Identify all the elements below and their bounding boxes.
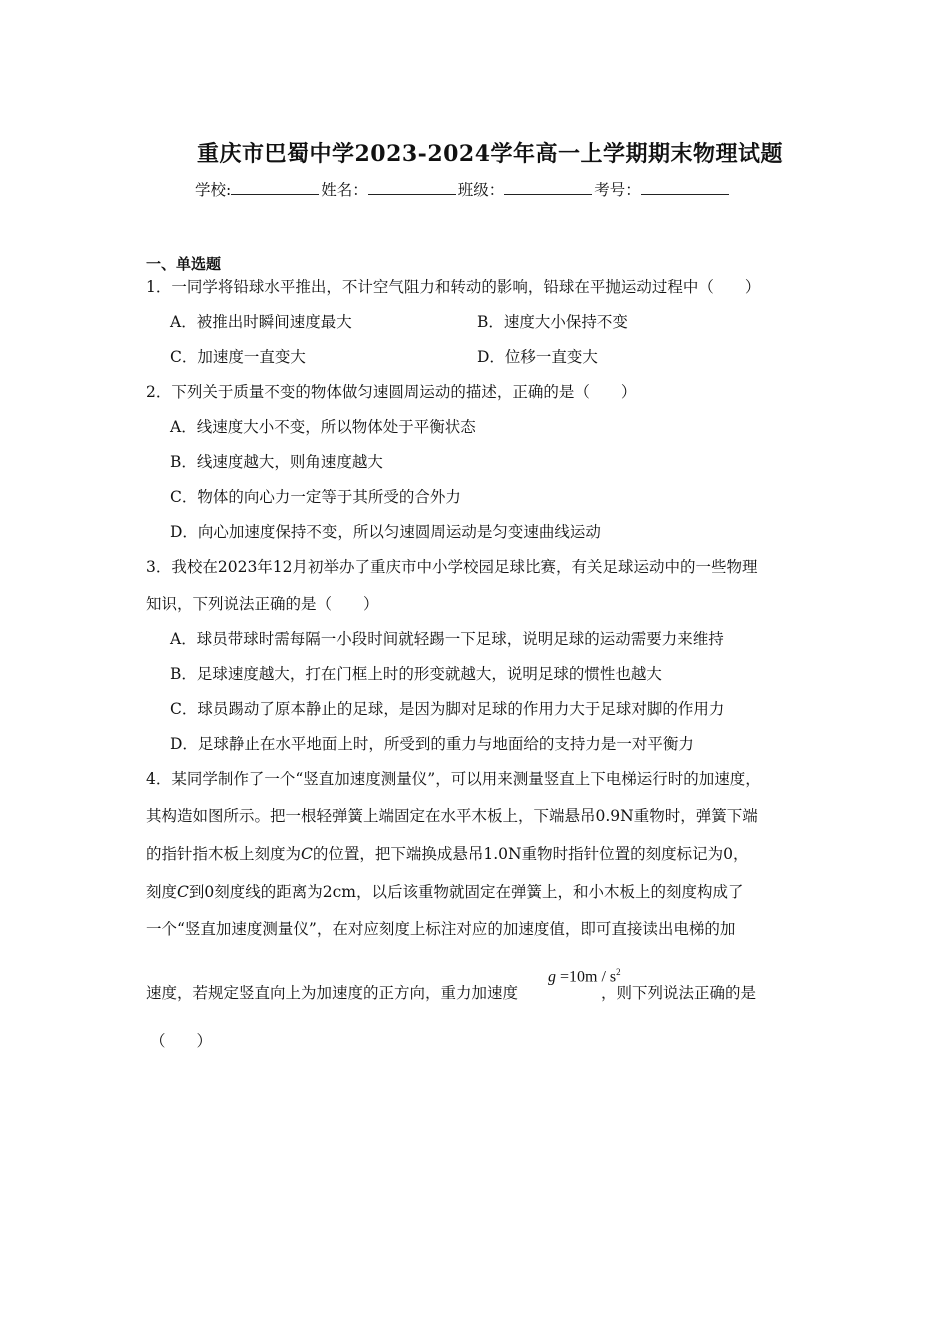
page-title: 重庆市巴蜀中学2023-2024学年高一上学期期末物理试题: [196, 141, 784, 167]
q2-option-a: A．线速度大小不变，所以物体处于平衡状态: [170, 418, 476, 436]
q4-line7: （ ）: [150, 1032, 213, 1050]
gravity-formula: [548, 967, 621, 986]
q3-option-b: B．足球速度越大，打在门框上时的形变就越大，说明足球的惯性也越大: [170, 665, 662, 683]
exam-no-blank: [641, 180, 729, 195]
q4-line4-pre: 刻度: [146, 883, 178, 901]
q4-line1: 4．某同学制作了一个“竖直加速度测量仪”，可以用来测量竖直上下电梯运行时的加速度，: [146, 770, 761, 788]
q4-line6-post: ，则下列说法正确的是: [601, 984, 757, 1002]
exam-no-label: 考号：: [594, 181, 641, 199]
name-blank: [368, 180, 456, 195]
q4-line3-var: C: [301, 845, 313, 863]
formula-eq: =10m / s: [560, 968, 617, 986]
q2-stem: 2．下列关于质量不变的物体做匀速圆周运动的描述，正确的是（ ）: [146, 383, 637, 401]
q1-option-b: B．速度大小保持不变: [477, 313, 628, 331]
q4-line2: 其构造如图所示。把一根轻弹簧上端固定在水平木板上，下端悬吊0.9N重物时，弹簧下端: [146, 807, 758, 825]
q3-option-c: C．球员踢动了原本静止的足球，是因为脚对足球的作用力大于足球对脚的作用力: [170, 700, 725, 718]
q2-option-c: C．物体的向心力一定等于其所受的合外力: [170, 488, 461, 506]
q2-option-b: B．线速度越大，则角速度越大: [170, 453, 383, 471]
q2-option-d: D．向心加速度保持不变，所以匀速圆周运动是匀变速曲线运动: [170, 523, 601, 541]
q4-line5: 一个“竖直加速度测量仪”，在对应刻度上标注对应的加速度值，即可直接读出电梯的加: [146, 920, 736, 938]
school-label: 学校:: [195, 181, 232, 199]
q1-option-c: C．加速度一直变大: [170, 348, 306, 366]
q4-line4-var: C: [177, 883, 189, 901]
q4-line3: [146, 844, 748, 864]
student-info-row: [195, 178, 731, 200]
q4-line6: [146, 983, 756, 1003]
class-label: 班级：: [457, 181, 505, 199]
q1-option-d: D．位移一直变大: [477, 348, 598, 366]
name-label: 姓名：: [321, 181, 368, 199]
q3-option-d: D．足球静止在水平地面上时，所受到的重力与地面给的支持力是一对平衡力: [170, 735, 694, 753]
q3-option-a: A．球员带球时需每隔一小段时间就轻踢一下足球，说明足球的运动需要力来维持: [170, 630, 724, 648]
school-blank: [231, 180, 319, 195]
section-title: 一、单选题: [146, 255, 222, 273]
q1-stem: 1．一同学将铅球水平推出，不计空气阻力和转动的影响，铅球在平抛运动过程中（ ）: [146, 278, 761, 296]
q4-line3-post: 的位置，把下端换成悬吊1.0N重物时指针位置的刻度标记为0，: [312, 845, 749, 863]
q4-line4-post: 到0刻度线的距离为2cm，以后该重物就固定在弹簧上，和小木板上的刻度构成了: [188, 883, 744, 901]
q3-stem-line2: 知识，下列说法正确的是（ ）: [146, 595, 379, 613]
formula-var: g: [548, 968, 556, 986]
q4-line3-pre: 的指针指木板上刻度为: [146, 845, 302, 863]
q3-stem-line1: 3．我校在2023年12月初举办了重庆市中小学校园足球比赛，有关足球运动中的一些物理: [146, 558, 758, 576]
q1-option-a: A．被推出时瞬间速度最大: [170, 313, 352, 331]
q4-line4: [146, 882, 744, 902]
formula-exp: 2: [616, 967, 621, 977]
class-blank: [504, 180, 592, 195]
q4-line6-pre: 速度，若规定竖直向上为加速度的正方向，重力加速度: [146, 984, 519, 1002]
